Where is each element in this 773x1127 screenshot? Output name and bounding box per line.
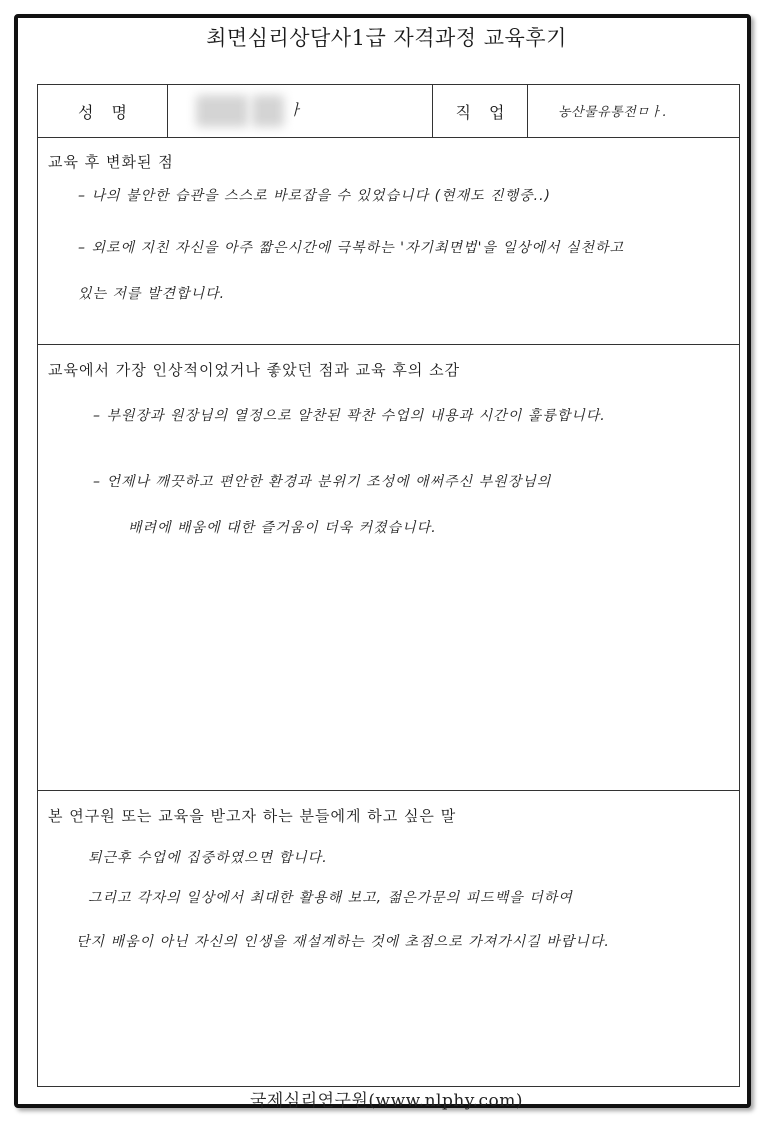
handwritten-line: 그리고 각자의 일상에서 최대한 활용해 보고, 젊은가문의 피드백을 더하여 [88, 890, 573, 906]
handwritten-line: – 나의 불안한 습관을 스스로 바로잡을 수 있었습니다 (현재도 진행중..) [78, 188, 552, 204]
section-changes [38, 137, 739, 345]
section-title: 교육 후 변화된 점 [48, 153, 174, 171]
job-label: 직업 [433, 85, 528, 137]
handwritten-line: 단지 배움이 아닌 자신의 인생을 재설계하는 것에 초점으로 가져가시길 바랍니다. [76, 934, 610, 950]
name-value [168, 85, 433, 137]
job-value [528, 85, 739, 137]
footer-source: 국제심리연구원(www.nlphy.com) [249, 1091, 524, 1111]
section-impressions [38, 345, 739, 791]
handwritten-line: – 부원장과 원장님의 열정으로 알찬된 꽉찬 수업의 내용과 시간이 훌륭합니다. [93, 408, 606, 424]
info-row [38, 85, 739, 138]
handwritten-line: 있는 저를 발견합니다. [78, 286, 226, 302]
review-form [37, 84, 740, 1087]
document-title: 최면심리상담사1급 자격과정 교육후기 [206, 26, 567, 50]
redaction-blur [196, 95, 248, 127]
handwritten-line: – 언제나 깨끗하고 편안한 환경과 분위기 조성에 애써주신 부원장님의 [93, 474, 552, 490]
name-label: 성명 [38, 85, 168, 137]
name-handwriting: ㅏ [288, 101, 303, 119]
job-handwriting: 농산물유통전ㅁㅏ. [558, 105, 668, 120]
section-title: 교육에서 가장 인상적이었거나 좋았던 점과 교육 후의 소감 [48, 361, 461, 379]
redaction-blur [252, 95, 284, 127]
section-message [38, 791, 739, 1088]
handwritten-line: 배려에 배움에 대한 즐거움이 더욱 커졌습니다. [128, 520, 437, 536]
section-title: 본 연구원 또는 교육을 받고자 하는 분들에게 하고 싶은 말 [48, 807, 457, 825]
handwritten-line: – 외로에 지친 자신을 아주 짧은시간에 극복하는 '자기최면법'을 일상에서 실천하고 [78, 240, 625, 256]
handwritten-line: 퇴근후 수업에 집중하였으면 합니다. [88, 850, 328, 866]
